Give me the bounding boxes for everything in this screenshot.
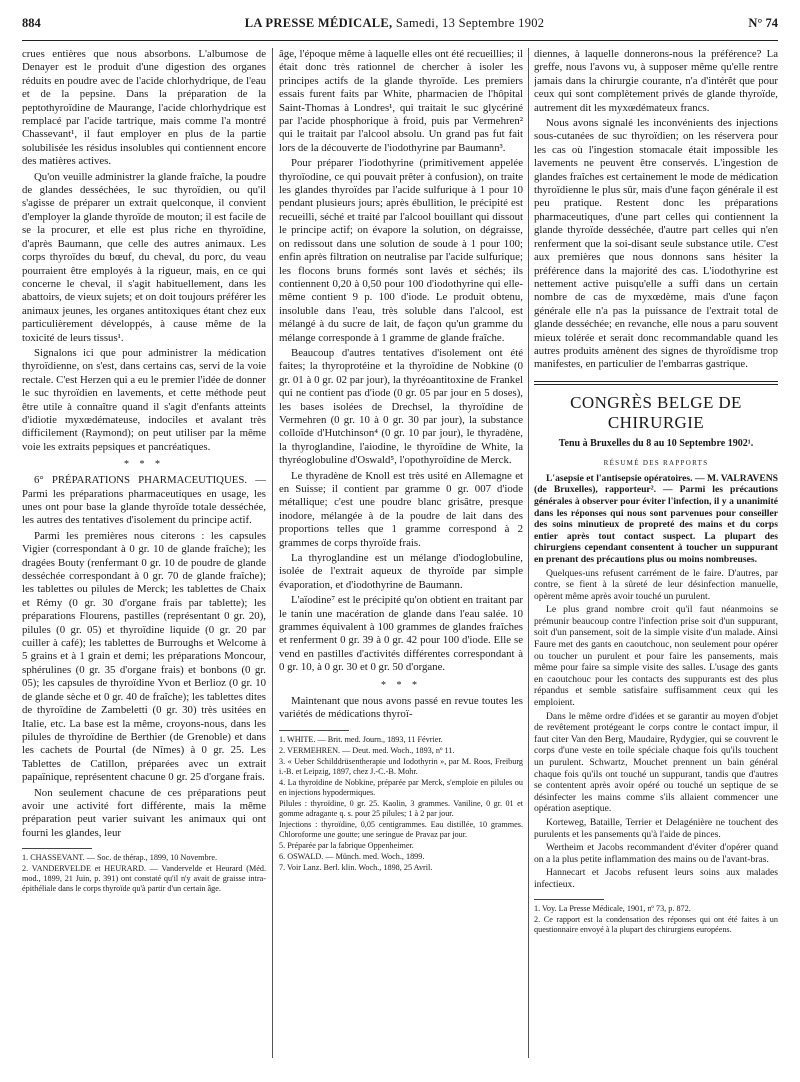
paragraph: crues entières que nous absorbons. L'albumose de Denayer est le produit d'une digestion des organes réduits en poudre avec de l'acide chlorhydrique, de l'eau et de la pepsine. Dans la préparation de la peptothyroïdine de Maurange, l'acide chlorhydrique est remplacé par l'acide tartrique, mais comme l'a montré Chassevant¹, il faut employer en plus de la partie solubilisée les résidus insolubles qui contiennent encore des matières actives. <box>22 48 266 168</box>
congress-subtitle: Tenu à Bruxelles du 8 au 10 Septembre 1902¹. <box>558 437 754 449</box>
report-paragraph: L'asepsie et l'antisepsie opératoires. — M. VALRAVENS (de Bruxelles), rapporteur². — Parmi les précautions générales à observer pour éviter l'infection, il y a unanimité dans les réponses qui nous sont parvenues pour conseiller des soins minutieux de propreté des mains et du corps entier après tout contact suspect. La plupart des chirurgiens cependant consentent à toucher un suppurant en prenant des précautions plus ou moins nombreuses. <box>534 472 778 565</box>
footnote: 2. VERMEHREN. — Deut. med. Woch., 1893, nº 11. <box>279 745 455 755</box>
section-heading-paragraph: 6° PRÉPARATIONS PHARMACEUTIQUES. — Parmi les préparations pharmaceutiques en usage, les unes ont pour base la glande thyroïde totale desséchée, les autres des tentatives d'isolement du principe actif. <box>22 474 266 527</box>
footnote: 2. VANDERVELDE et HEURARD. — Vandervelde et Heurard (Méd. mod., 1899, 21 Juin, p. 391) ont constaté qu'il n'y avait de graisse intra-épithéliale dans le corps thyroïde qu'à partir d'un certain âge. <box>22 864 266 894</box>
paragraph: Parmi les premières nous citerons : les capsules Vigier (correspondant à 0 gr. 10 de glande fraîche); les dragées Bouty (renfermant 0 gr. 10 de poudre de glande desséchée correspondant à 0 gr. 70 de glande fraîche); les tablettes ou pilules de Merck; les tablettes de Chaix et Rémy (0 gr. 30 d'organe frais par tablette); les préparations Flourens, pastilles (représentant 0 gr. 20), pilules (0 gr. 05) et thyroïdine liquide (0 gr. 20 par cuiller à café); les tablettes de Burroughs et Welcome à 5 grains et à 1 grain et demi; les préparations Moncour, sphérulines (0 gr. 35 d'organe frais) et bonbons (0 gr. 05); les capsules de thyroïdine Yvon et Berlioz (0 gr. 10 de glande sèche et 0 gr. 40 de fraîche); les tablettes dites de thyroïdine de Zambeletti (0 gr. 30) très usitées en Italie, etc. La base est la même, croyons-nous, dans les pilules de thyroïdine de Berthier (de Grenoble) et dans les cachets de Pourtal (de Nîmes) à 0 gr. 25. Les Tablettes de Catillon, préparées avec un extrait papaïnique, représentent chacune 0 gr. 25 d'organe frais. <box>22 529 266 784</box>
footnote: Injections : thyroïdine, 0,05 centigrammes. Eau distillée, 10 grammes. Chloroforme une goutte; une seringue de Pravaz par jour. <box>279 819 523 839</box>
page-header <box>22 16 778 36</box>
column-3 <box>534 48 778 1068</box>
column-2 <box>279 48 523 1068</box>
column-1 <box>22 48 266 1068</box>
report-paragraph: Le plus grand nombre croit qu'il faut néanmoins se prémunir beaucoup contre l'infection prise soit d'un suppurant, soit d'un pansement, soit de la simple visite d'un malade. Ainsi Faure met des gants en caoutchouc, non seulement pour opérer ou toucher un purulent et pour faire les pansements, mais même pour faire sa simple visite des salles. L'usage des gants en caoutchouc pour les contacts des suppurants est des plus répandus et semble satisfaire suffisamment ceux qui les emploient. <box>534 604 778 709</box>
issue-date: Samedi, 13 Septembre 1902 <box>392 16 545 30</box>
column-divider <box>272 48 273 1058</box>
column-divider <box>528 48 529 1058</box>
footnote: Pilules : thyroïdine, 0 gr. 25. Kaolin, 3 grammes. Vaniline, 0 gr. 01 et gomme adragante q. s. pour 25 pilules; 1 à 2 par jour. <box>279 798 523 818</box>
footnote: 1. WHITE. — Brit. med. Journ., 1893, 11 Février. <box>279 734 443 744</box>
paragraph: Maintenant que nous avons passé en revue toutes les variétés de médications thyroï- <box>279 694 523 721</box>
report-paragraph: Wertheim et Jacobs recommandent d'éviter d'opérer quand on a la plus petite inflammation des mains ou de l'avant-bras. <box>534 842 778 865</box>
paragraph: La thyroglandine est un mélange d'iodoglobuline, isolée de l'extrait aqueux de thyroïde par simple évaporation, et d'iodothyrine de Baumann. <box>279 552 523 591</box>
paragraph: L'aïodine⁷ est le précipité qu'on obtient en traitant par le tanin une macération de glande dans l'eau salée. 10 grammes équivalent à 100 grammes de glandes fraîches et renferment 0 gr. 39 à 0 gr. 42 pour 100 d'iode. Elle se vend en pastilles d'activités différentes correspondant à 0 gr. 10, à 0 gr. 30 et 0 gr. 50 d'organe. <box>279 594 523 674</box>
footnote: 4. La thyroïdine de Nobkine, préparée par Merck, s'emploie en pilules ou en injections hypodermiques. <box>279 777 523 797</box>
paragraph: diennes, à laquelle donnerons-nous la préférence? La greffe, nous l'avons vu, à supposer même qu'elle rentre jamais dans la chirurgie courante, n'a d'intérêt que pour ceux qui sont complètement privés de glande thyroïde, autrement dit les myxœdémateux francs. <box>534 48 778 114</box>
footnote: 6. OSWALD. — Münch. med. Woch., 1899. <box>279 851 425 861</box>
paragraph: Qu'on veuille administrer la glande fraîche, la poudre de glandes desséchées, le suc thyroïdien, ou qu'il s'agisse de préparer un extrait quelconque, il convient d'employer la glande thyroïde de mouton; il est facile de se la procurer, et elle est plus riche en thyroïdine, d'après Baumann, que celle des autres animaux. Les corps thyroïdes du bœuf, du cheval, du porc, du veau pourraient être employés à la rigueur, mais, en ce qui concerne le cheval, il s'agit habituellement, dans les abattoirs, de vieux sujets; et on doit toujours préférer les animaux jeunes, les organes antitoxiques étant chez eux particulièrement développés, à cause même de la toxicité de leurs tissus¹. <box>22 170 266 344</box>
paragraph: Non seulement chacune de ces préparations peut avoir une activité fort différente, mais la même préparation peut varier suivant les animaux qui ont fourni les glandes, leur <box>22 786 266 839</box>
footnote: 1. Voy. La Presse Médicale, 1901, nº 73, p. 872. <box>534 903 691 913</box>
footnote: 1. CHASSEVANT. — Soc. de thérap., 1899, 10 Novembre. <box>22 853 218 863</box>
resume-heading: RÉSUMÉ DES RAPPORTS <box>603 458 709 467</box>
footnote: 3. « Ueber Schilddrüsentherapie und Iodothyrin », par M. Roos, Freiburg i.-B. et Leipzig, 1897, chez J.-C.-B. Mohr. <box>279 756 523 776</box>
footnote-rule <box>279 730 349 731</box>
section-separator <box>534 381 778 385</box>
issue-number: N° 74 <box>748 16 778 30</box>
journal-name: LA PRESSE MÉDICALE, <box>244 16 393 30</box>
paragraph: Pour préparer l'iodothyrine (primitivement appelée thyroïodine, ce qui pouvait prêter à confusion), on traite les glandes thyroïdes par l'acide sulfurique à 1 pour 10 pendant plusieurs jours; après ébullition, le précipité est recueilli, séché et traité par l'alcool bouillant qui dissout le principe actif; on évapore la solution, on dégraisse, on redissout dans une solution de soude à 1 pour 100; enfin après filtration on neutralise par l'acide sulfurique; les flocons bruns formés sont lavés et séchés; ils contiennent 0,20 à 0,50 pour 100 d'iodothyrine qui elle-même contient 9 p. 100 d'iode. Le produit obtenu, insoluble dans l'eau, très soluble dans l'alcool, est mélangé à du sucre de lait, de façon qu'un gramme du mélange corresponde à 1 gramme de glande fraîche. <box>279 157 523 344</box>
report-paragraph: Korteweg, Bataille, Terrier et Delagénière ne touchent des purulents et les pansements qu'à l'aide de pinces. <box>534 816 778 840</box>
paragraph: Beaucoup d'autres tentatives d'isolement ont été faites; la thyroprotéine et la thyroïdine de Nobkine (0 gr. 01 à 0 gr. 02 par jour), la thyréoantitoxine de Frankel qui ne contient pas d'iode (0 gr. 05 par jour en 5 doses), les bases isolées de Drechsel, la thyroïdine de Vermehren (0 gr. 10 à 0 gr. 30 par jour), la substance colloïde d'Hutchinson⁴ (0 gr. 10 par jour), le thyradène, la thyroglandine, l'aiodine, le thyroïdine de White, la thyréoglobuline d'Oswald⁵, l'opothyroïdine de Merck. <box>279 346 523 467</box>
report-paragraph: Quelques-uns refusent carrément de le faire. D'autres, par contre, se fient à la sûreté de leur désinfection manuelle, opèrent même après avoir touché un purulent. <box>534 567 778 602</box>
footnote-rule <box>534 899 604 900</box>
footnote: 5. Préparée par la fabrique Oppenheimer. <box>279 840 414 850</box>
section-stars: * * * <box>381 679 421 691</box>
footnote: 7. Voir Lanz. Berl. klin. Woch., 1898, 25 Avril. <box>279 862 433 872</box>
report-paragraph: Hannecart et Jacobs refusent leurs soins aux malades infectieux. <box>534 867 778 890</box>
page-number: 884 <box>22 16 41 30</box>
paragraph: Le thyradène de Knoll est très usité en Allemagne et en Suisse; il contient par gramme 0 gr. 007 d'iode métallique; c'est une poudre blanc grisâtre, presque inodore, mélangée à de la poudre de lait dans des proportions telles que 1 gramme correspond à 2 grammes de corps thyroïde frais. <box>279 469 523 549</box>
section-stars: * * * <box>124 459 164 471</box>
congress-title: CONGRÈS BELGE DE CHIRURGIE <box>570 392 742 432</box>
paragraph: Signalons ici que pour administrer la médication thyroïdienne, on s'est, dans certains cas, servi de la voie rectale. C'est Herzen qui a eu le premier l'idée de donner le suc thyroïdien en lavements, et cette méthode peut être utile à connaître quand il s'agit d'enfants atteints d'idiotie myxœdémateuse, indociles et avalant très difficilement (Raymond); on peut utiliser par la même voie les extraits pepsiques et pancréatiques. <box>22 346 266 453</box>
paragraph: Nous avons signalé les inconvénients des injections sous-cutanées de suc thyroïdien; on les réservera pour les cas où l'ingestion stomacale était impossible les lavements ne peuvent être conservés. L'ingestion de glandes fraîches est certainement le mode de médication thyroïdienne le plus sûr, mais d'une façon générale il est peu pratique. Restent donc les préparations pharmaceutiques, d'une part celles qui contiennent la glande thyroïde desséchée, d'autre part celles qui n'en renferment que la soi-disant seule substance utile. C'est aux premières que nous donnons sans hésiter la préférence dans la majorité des cas. L'iodothyrine est nettement active puisqu'elle a suffi dans un certain nombre de cas de myxœdème, mais d'une façon générale elle n'a pas la puissance de l'extrait total de glande desséchée; en revanche, elle nous a paru souvent mieux tolérée et serait donc recommandable quand les autres produits amènent des signes de thyroïdisme trop manifestes, en particulier de l'embarras gastrique. <box>534 117 778 371</box>
footnote-rule <box>22 848 92 849</box>
footnote: 2. Ce rapport est la condensation des réponses qui ont été faites à un questionnaire envoyé à la plupart des chirurgiens européens. <box>534 914 778 934</box>
paragraph: âge, l'époque même à laquelle elles ont été recueillies; il était donc très rationnel de chercher à isoler les principes actifs de la glande thyroïde. Les premiers essais furent faits par White, pharmacien de l'hôpital Saint-Thomas à Londres¹, qui traitait le suc glycériné par l'acide phosphorique à froid, puis par Vermehren² qui le traitait par l'alcool absolu. Un grand pas fut fait lors de la découverte de l'iodothyrine par Baumann³. <box>279 48 523 154</box>
header-rule <box>22 40 778 41</box>
journal-title <box>245 16 545 31</box>
report-paragraph: Dans le même ordre d'idées et se garantir au moyen d'objet de revêtement protégeant le corps contre le contact impur, il faut citer Van den Berg, Maudaire, Rydygier, qui se couvrent le corps d'une veste en toile spéciale chaque fois qu'ils touchent un purulent. Schwartz, Mouchet prennent un bain général chaque fois qu'ils ont touché un suppurant, tandis que d'autres se contentent après avoir opéré ou touché un septique de se désinfecter les mains comme s'ils allaient commencer une opération aseptique. <box>534 710 778 815</box>
